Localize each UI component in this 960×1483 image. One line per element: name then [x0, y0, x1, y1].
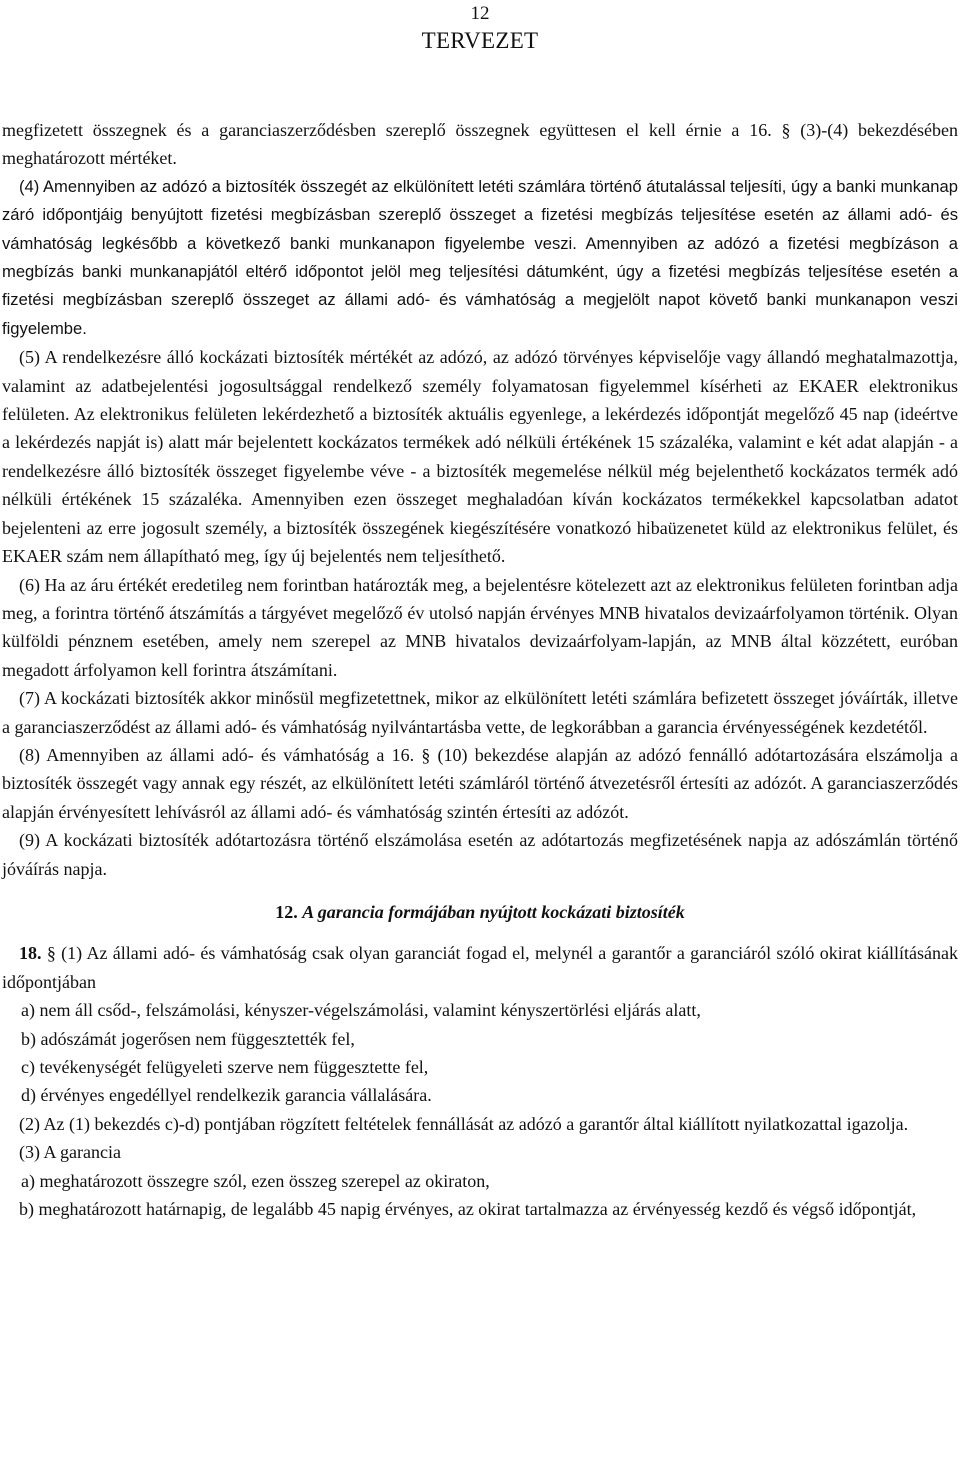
- list-item-d: d) érvényes engedéllyel rendelkezik garancia vállalására.: [21, 1085, 432, 1106]
- article-18-para-1-text: § (1) Az állami adó- és vámhatóság csak olyan garanciát fogad el, melynél a garantőr a garanciáról szóló okirat kiállításának időpontjában: [2, 943, 959, 992]
- section-title: A garancia formájában nyújtott kockázati biztosíték: [302, 901, 685, 922]
- running-title: TERVEZET: [421, 28, 539, 53]
- article-18-paragraph-2: (2) Az (1) bekezdés c)-d) pontjában rögzített feltételek fennállását az adózó a garantőr által kiállított nyilatkozattal igazolja.: [19, 1113, 909, 1134]
- list-item-a: a) nem áll csőd-, felszámolási, kényszer-végelszámolási, valamint kényszertörlési eljárás alatt,: [21, 1000, 701, 1021]
- list-item-3b: b) meghatározott határnapig, de legalább 45 napig érvényes, az okirat tartalmazza az érvényesség kezdő és végső időpontját,: [19, 1199, 917, 1220]
- list-item-3a: a) meghatározott összegre szól, ezen összeg szerepel az okiraton,: [21, 1170, 490, 1191]
- list-item-b: b) adószámát jogerősen nem függesztették fel,: [21, 1028, 355, 1049]
- paragraph-7: (7) A kockázati biztosíték akkor minősül megfizetettnek, mikor az elkülönített letéti számlára befizetett összeget jóváírták, illetve a garanciaszerződést az állami adó- és vámhatóság nyilvántartásba vette, de legkorábban a garancia érvényességének kezdetétől.: [2, 688, 958, 737]
- document-body: [2, 116, 958, 1223]
- page-number: 12: [470, 3, 490, 24]
- paragraph-8: (8) Amennyiben az állami adó- és vámhatóság a 16. § (10) bekezdése alapján az adózó fennálló adótartozására elszámolja a biztosíték összegét vagy annak egy részét, az elkülönített letéti számláról történő átvezetésről értesíti az adózót. A garanciaszerződés alapján érvényesített lehívásról az állami adó- és vámhatóság szintén értesíti az adózót.: [2, 744, 958, 822]
- list-item-c: c) tevékenységét felügyeleti szerve nem függesztette fel,: [21, 1057, 429, 1077]
- article-18-paragraph-1: [2, 939, 958, 996]
- section-heading: [2, 898, 958, 926]
- paragraph-5: (5) A rendelkezésre álló kockázati biztosíték mértékét az adózó, az adózó törvényes képviselője vagy állandó meghatalmazottja, valamint az adatbejelentési jogosultsággal rendelkező személy folyamatosan figyelemmel kísérheti az EKAER elektronikus felületen. Az elektronikus felületen lekérdezhető a biztosíték aktuális egyenlege, a lekérdezés időpontját megelőző 45 nap (ideértve a lekérdezés napját is) alatt már bejelentett kockázatos termékek adó nélküli értékének 15 százaléka, valamint e két adat alapján - a rendelkezésre álló biztosíték összeget figyelembe véve - a biztosíték megemelése nélkül még bejelenthető kockázatos termék adó nélküli értékének 15 százaléka. Amennyiben ezen összeget meghaladóan kíván kockázatos termékekkel kapcsolatban adatot bejelenteni az erre jogosult személy, a biztosíték összegének kiegészítésére vonatkozó hibaüzenetet küld az elektronikus felület, és EKAER szám nem állapítható meg, így új bejelentés nem teljesíthető.: [2, 347, 958, 567]
- article-number: 18.: [19, 943, 42, 964]
- paragraph-9: (9) A kockázati biztosíték adótartozásra történő elszámolása esetén az adótartozás megfizetésének napja az adószámlán történő jóváírás napja.: [2, 830, 958, 879]
- paragraph-6: (6) Ha az áru értékét eredetileg nem forintban határozták meg, a bejelentésre kötelezett azt az elektronikus felületen forintban adja meg, a forintra történő átszámítás a tárgyévet megelőző év utolsó napján érvényes MNB hivatalos devizaárfolyamon történik. Olyan külföldi pénznem esetében, amely nem szerepel az MNB hivatalos devizaárfolyam-lapján, az MNB által közzétett, euróban megadott árfolyamon kell forintra átszámítani.: [2, 574, 958, 680]
- section-number: 12.: [275, 901, 298, 922]
- page-header: [0, 2, 960, 56]
- paragraph-4: (4) Amennyiben az adózó a biztosíték összegét az elkülönített letéti számlára történő átutalással teljesíti, úgy a banki munkanap záró időpontjáig benyújtott fizetési megbízásban szereplő összeget a fizetési megbízás teljesítése esetén az állami adó- és vámhatóság legkésőbb a következő banki munkanapon figyelembe veszi. Amennyiben az adózó a fizetési megbízáson a megbízás banki munkanapjától eltérő időpontot jelöl meg teljesítési dátumként, úgy a fizetési megbízás teljesítése esetén a fizetési megbízásban szereplő összeget az állami adó- és vámhatóság a megjelölt napot követő banki munkanapon veszi figyelembe.: [2, 176, 958, 338]
- article-18-paragraph-3: (3) A garancia: [19, 1142, 121, 1163]
- paragraph-continuation: megfizetett összegnek és a garanciaszerződésben szereplő összegnek együttesen el kell érnie a 16. § (3)-(4) bekezdésében meghatározott mértéket.: [2, 120, 958, 169]
